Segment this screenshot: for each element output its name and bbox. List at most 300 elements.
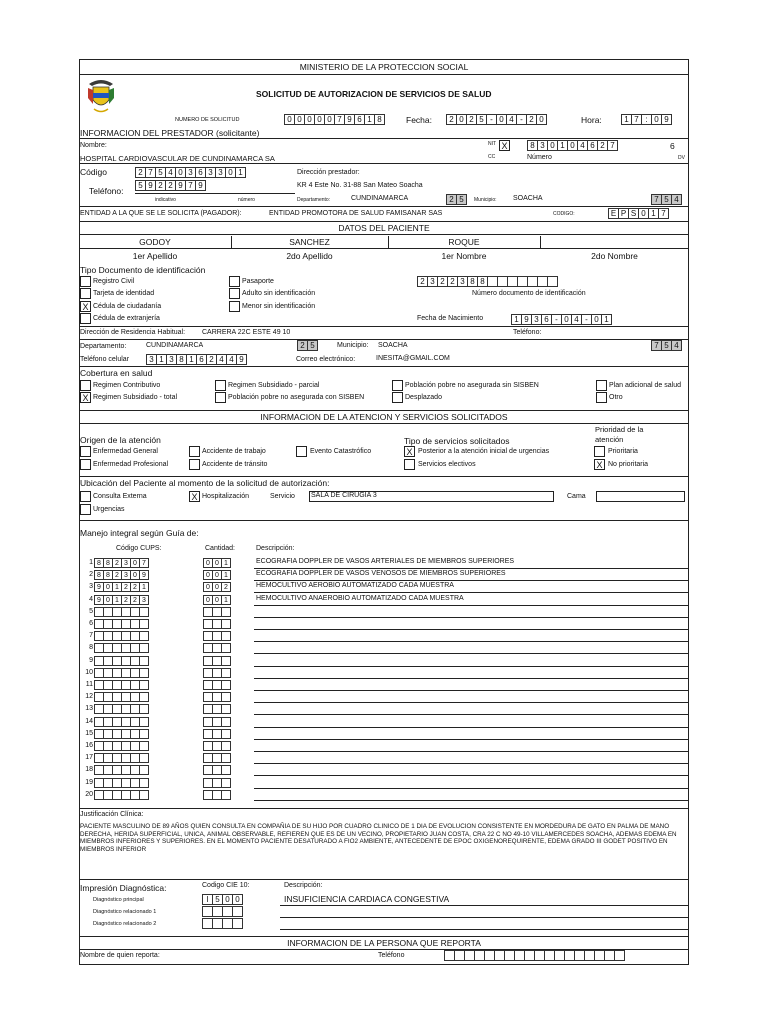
service-electivos-checkbox[interactable]: [404, 459, 415, 470]
provider-phone-cells[interactable]: [135, 180, 205, 191]
diagnosis-desc: INSUFICIENCIA CARDIACA CONGESTIVA: [284, 894, 450, 904]
quantity-cells[interactable]: [203, 790, 230, 800]
digit-cell: 2: [206, 354, 217, 365]
related1-label: Diagnóstico relacionado 1: [93, 909, 157, 915]
cie-code-cells[interactable]: [202, 894, 242, 905]
digit-cell: 5: [155, 167, 166, 178]
doc-pasaporte-checkbox[interactable]: [229, 276, 240, 287]
coverage-otro-label: Otro: [609, 394, 623, 401]
digit-cell: 8: [103, 558, 113, 568]
location-hospitalizacion-checkbox[interactable]: X: [189, 491, 200, 502]
digit-cell: 0: [103, 582, 113, 592]
digit-cell: 2: [135, 167, 146, 178]
provider-id-cells[interactable]: [527, 140, 617, 151]
nit-checkbox[interactable]: X: [499, 140, 510, 151]
address-label: Dirección prestador:: [297, 169, 360, 176]
digit-cell: 6: [195, 167, 206, 178]
digit-cell: 2: [112, 558, 122, 568]
cc-label: CC: [488, 154, 496, 160]
digit-cell: -: [486, 114, 497, 125]
digit-cell: 0: [225, 167, 236, 178]
date-cells[interactable]: [446, 114, 546, 125]
origin-title: Origen de la atención: [80, 435, 161, 445]
digit-cell: 8: [103, 570, 113, 580]
cups-code-cells[interactable]: [94, 765, 148, 775]
cups-code-cells[interactable]: [94, 643, 148, 653]
reporter-phone-label: Teléfono: [378, 952, 405, 959]
description-line: [254, 727, 688, 728]
description-line: [254, 617, 688, 618]
digit-cell: [139, 741, 149, 751]
digit-cell: 3: [121, 570, 131, 580]
digit-cell: 2: [112, 570, 122, 580]
row-number: 8: [89, 644, 93, 652]
bed-field[interactable]: [596, 491, 685, 502]
row-number: 17: [85, 754, 93, 762]
municipality-label: Municipio:: [474, 197, 497, 203]
cups-code-cells[interactable]: [94, 558, 148, 568]
provider-municipality: SOACHA: [513, 195, 543, 202]
department-label: Departamento:: [297, 197, 331, 203]
quantity-cells[interactable]: [203, 680, 230, 690]
digit-cell: [221, 790, 231, 800]
cups-code-cells[interactable]: [94, 595, 148, 605]
justification-text: PACIENTE MASCULINO DE 89 AÑOS QUIEN CONSULTA EN COMPAÑIA DE SU HIJO POR CUADRO CLINICO DE 1 DIA DE EVOLUCION CONSISTENTE EN MORDEDURA DE GATO EN PALMA DE MANO DERECHA, HERIDA SUPERFICIAL, UNICA, ANIMAL OBSERVABLE, REFIEREN QUE ES DE UN VECINO, PROPIETARIO JUAN COSTA, CRA 22 C NO 49-10 VILLAMERCEDES SOACHA, ADEMAS EDEMA EN MIEMBROS INFERIORES Y SUPERIORES. EN EL MOMENTO PACIENTE DESATURADO A FIO2 AMBIENTE, ANTECEDENTE DE EPOC OXIGENOREQUIRENTE, EDEMA GRADO III GODET POSITIVO EN MIEMBROS INFERIOR: [80, 823, 677, 853]
quantity-cells[interactable]: [203, 668, 230, 678]
row-number: 14: [85, 717, 93, 725]
quantity-cells[interactable]: [203, 729, 230, 739]
digit-cell: 1: [601, 314, 612, 325]
first-name-2-label: 2do Nombre: [591, 251, 638, 261]
doc-cedula-checkbox[interactable]: X: [80, 301, 91, 312]
description-line: [254, 678, 688, 679]
cups-code-cells[interactable]: [94, 717, 148, 727]
digit-cell: 9: [94, 582, 104, 592]
divider: [79, 138, 689, 139]
doc-adulto-checkbox[interactable]: [229, 288, 240, 299]
origin-transito-label: Accidente de tránsito: [202, 461, 268, 468]
row-number: 11: [85, 681, 93, 688]
digit-cell: 3: [185, 167, 196, 178]
digit-cell: 3: [139, 595, 149, 605]
digit-cell: 8: [176, 354, 187, 365]
digit-cell: 7: [185, 180, 196, 191]
digit-cell: [221, 717, 231, 727]
digit-cell: 0: [212, 558, 222, 568]
digit-cell: 1: [139, 582, 149, 592]
digit-cell: 4: [226, 354, 237, 365]
digit-cell: 9: [139, 570, 149, 580]
digit-cell: 4: [671, 194, 682, 205]
digit-cell: 1: [112, 595, 122, 605]
doc-registro-civil-label: Registro Civil: [93, 278, 135, 285]
payer-code-label: CODIGO:: [553, 211, 575, 217]
cups-code-cells[interactable]: [94, 729, 148, 739]
cie-label: Codigo CIE 10:: [202, 882, 250, 889]
origin-profesional-checkbox[interactable]: [80, 459, 91, 470]
cups-code-cells[interactable]: [94, 704, 148, 714]
digit-cell: 5: [456, 194, 467, 205]
quantity-cells[interactable]: [203, 717, 230, 727]
digit-cell: 9: [521, 314, 532, 325]
divider: [79, 476, 689, 477]
quantity-cells[interactable]: [203, 741, 230, 751]
doc-extranjeria-checkbox[interactable]: [80, 313, 91, 324]
digit-cell: [139, 778, 149, 788]
cups-code-cells[interactable]: [94, 619, 148, 629]
digit-cell: [139, 680, 149, 690]
digit-cell: [139, 729, 149, 739]
ministry-title: MINISTERIO DE LA PROTECCION SOCIAL: [299, 62, 469, 72]
quantity-cells[interactable]: [203, 692, 230, 702]
numero-small-label: número: [238, 197, 255, 203]
last-name-2: SANCHEZ: [289, 237, 330, 247]
digit-cell: 3: [457, 276, 468, 287]
indicativo-label: indicativo: [155, 197, 176, 203]
digit-cell: 2: [526, 114, 537, 125]
digit-cell: S: [628, 208, 639, 219]
quantity-cells[interactable]: [203, 704, 230, 714]
nit-label: NIT: [488, 141, 497, 147]
divider: [79, 879, 689, 880]
priority-title: Prioridad de la atención: [595, 425, 644, 444]
quantity-cells[interactable]: [203, 753, 230, 763]
row-number: 2: [89, 571, 93, 579]
cups-code-cells[interactable]: [94, 656, 148, 666]
cups-code-cells[interactable]: [94, 631, 148, 641]
digit-cell: 0: [130, 570, 140, 580]
divider: [79, 339, 689, 340]
coverage-sin-sisben-checkbox[interactable]: [392, 380, 403, 391]
row-number: 13: [85, 705, 93, 713]
digit-cell: 9: [175, 180, 186, 191]
quantity-cells[interactable]: [203, 656, 230, 666]
provider-section-title: INFORMACION DEL PRESTADOR (solicitante): [80, 128, 260, 138]
quantity-cells[interactable]: [203, 631, 230, 641]
digit-cell: 1: [364, 114, 375, 125]
cie-related1-cells[interactable]: [202, 906, 242, 917]
location-consulta-checkbox[interactable]: [80, 491, 91, 502]
coverage-otro-checkbox[interactable]: [596, 392, 607, 403]
digit-cell: [221, 631, 231, 641]
doc-registro-civil-checkbox[interactable]: [80, 276, 91, 287]
coverage-contributivo-checkbox[interactable]: [80, 380, 91, 391]
bed-label: Cama: [567, 493, 586, 500]
digit-cell: I: [202, 894, 213, 905]
provider-department-code[interactable]: [446, 194, 466, 205]
digit-cell: [139, 753, 149, 763]
digit-cell: 0: [130, 558, 140, 568]
diagnosis-title: Impresión Diagnóstica:: [80, 883, 167, 893]
digit-cell: 0: [203, 570, 213, 580]
origin-general-checkbox[interactable]: [80, 446, 91, 457]
digit-cell: 1: [112, 582, 122, 592]
coverage-subsidiado-parcial-label: Regimen Subsidiado - parcial: [228, 382, 320, 389]
divider: [540, 236, 541, 248]
row-number: 5: [89, 607, 93, 615]
location-hospitalizacion-label: Hospitalización: [202, 493, 250, 500]
digit-cell: 0: [103, 595, 113, 605]
digit-cell: 2: [130, 595, 140, 605]
origin-trabajo-label: Accidente de trabajo: [202, 448, 266, 455]
service-posterior-label: Posterior a la atención inicial de urgencias: [418, 448, 550, 455]
cell-cells[interactable]: [146, 354, 246, 365]
cups-code-cells[interactable]: [94, 680, 148, 690]
origin-general-label: Enfermedad General: [93, 448, 158, 455]
digit-cell: [232, 906, 243, 917]
codigo-label: Código: [80, 167, 107, 177]
origin-trabajo-checkbox[interactable]: [189, 446, 200, 457]
origin-transito-checkbox[interactable]: [189, 459, 200, 470]
provider-address: KR 4 Este No. 31-88 San Mateo Soacha: [297, 182, 423, 189]
digit-cell: 0: [651, 114, 662, 125]
digit-cell: 9: [236, 354, 247, 365]
divider: [280, 917, 688, 918]
digit-cell: [221, 704, 231, 714]
divider: [79, 234, 689, 235]
reporter-section-title: INFORMACION DE LA PERSONA QUE REPORTA: [287, 938, 481, 948]
digit-cell: 8: [94, 558, 104, 568]
digit-cell: 3: [537, 140, 548, 151]
description-line: [254, 629, 688, 630]
service-posterior-checkbox[interactable]: X: [404, 446, 415, 457]
digit-cell: 7: [658, 208, 669, 219]
quantity-cells[interactable]: [203, 607, 230, 617]
patient-phone-label: Teléfono:: [513, 329, 542, 336]
last-name-2-label: 2do Apellido: [286, 251, 333, 261]
management-title: Manejo integral según Guía de:: [80, 528, 199, 538]
digit-cell: 6: [196, 354, 207, 365]
divider: [79, 206, 689, 207]
digit-cell: 0: [222, 894, 233, 905]
cups-code-cells[interactable]: [94, 753, 148, 763]
digit-cell: 1: [221, 558, 231, 568]
justification-label: Justificación Clínica:: [80, 811, 144, 818]
service-electivos-label: Servicios electivos: [418, 461, 476, 468]
coverage-con-sisben-checkbox[interactable]: [215, 392, 226, 403]
email-label: Correo electrónico:: [296, 356, 356, 363]
origin-catastrofico-checkbox[interactable]: [296, 446, 307, 457]
request-number-cells[interactable]: [284, 114, 384, 125]
principal-label: Diagnóstico principal: [93, 897, 144, 903]
digit-cell: 5: [476, 114, 487, 125]
digit-cell: [221, 741, 231, 751]
priority-prioritaria-label: Prioritaria: [608, 448, 638, 455]
digit-cell: 4: [571, 314, 582, 325]
cups-code-cells[interactable]: [94, 790, 148, 800]
procedure-description: ECOGRAFIA DOPPLER DE VASOS ARTERIALES DE MIEMBROS SUPERIORES: [256, 558, 515, 565]
cups-code-cells[interactable]: [94, 607, 148, 617]
reporter-name-label: Nombre de quien reporta:: [80, 952, 160, 959]
quantity-cells[interactable]: [203, 582, 230, 592]
coverage-subsidiado-parcial-checkbox[interactable]: [215, 380, 226, 391]
row-number: 18: [85, 766, 93, 774]
digit-cell: [139, 692, 149, 702]
quantity-cells[interactable]: [203, 619, 230, 629]
location-urgencias-checkbox[interactable]: [80, 504, 91, 515]
location-consulta-label: Consulta Externa: [93, 493, 147, 500]
digit-cell: 8: [94, 570, 104, 580]
divider: [388, 236, 389, 248]
digit-cell: 0: [212, 595, 222, 605]
row-number: 3: [89, 583, 93, 591]
digit-cell: [221, 692, 231, 702]
coverage-desplazado-label: Desplazado: [405, 394, 442, 401]
digit-cell: [139, 790, 149, 800]
procedure-description: HEMOCULTIVO AEROBIO AUTOMATIZADO CADA MUESTRA: [256, 582, 454, 590]
quantity-cells[interactable]: [203, 595, 230, 605]
digit-cell: -: [581, 314, 592, 325]
digit-cell: 0: [203, 582, 213, 592]
cups-code-cells[interactable]: [94, 570, 148, 580]
digit-cell: 1: [156, 354, 167, 365]
digit-cell: 9: [195, 180, 206, 191]
digit-cell: 3: [121, 558, 131, 568]
doc-tarjeta-checkbox[interactable]: [80, 288, 91, 299]
description-line: [254, 641, 688, 642]
row-number: 12: [85, 693, 93, 701]
divider: [79, 326, 689, 327]
row-number: 6: [89, 620, 93, 627]
row-number: 7: [89, 632, 93, 640]
digit-cell: 0: [536, 114, 547, 125]
cups-code-cells[interactable]: [94, 668, 148, 678]
description-line: [254, 763, 688, 764]
digit-cell: P: [618, 208, 629, 219]
digit-cell: 0: [232, 894, 243, 905]
last-name-1-label: 1er Apellido: [132, 251, 178, 261]
priority-no-prioritaria-checkbox[interactable]: X: [594, 459, 605, 470]
digit-cell: 0: [203, 595, 213, 605]
provider-municipality-code[interactable]: [651, 194, 681, 205]
last-name-1: GODOY: [139, 237, 171, 247]
coverage-con-sisben-label: Población pobre no asegurada con SISBEN: [228, 394, 365, 401]
coverage-subsidiado-total-checkbox[interactable]: X: [80, 392, 91, 403]
cie-related2-cells[interactable]: [202, 918, 242, 929]
quantity-cells[interactable]: [203, 778, 230, 788]
cups-code-cells[interactable]: [94, 692, 148, 702]
digit-cell: 3: [215, 167, 226, 178]
digit-cell: 1: [557, 140, 568, 151]
provider-name-label: Nombre:: [80, 142, 107, 149]
email: INESITA@GMAIL.COM: [376, 355, 450, 362]
coverage-plan-adicional-label: Plan adicional de salud: [609, 382, 681, 389]
priority-prioritaria-checkbox[interactable]: [594, 446, 605, 457]
divider: [79, 936, 689, 937]
digit-cell: [139, 765, 149, 775]
digit-cell: [139, 643, 149, 653]
digit-cell: 3: [146, 354, 157, 365]
description-line: [254, 702, 688, 703]
digit-cell: 2: [597, 140, 608, 151]
phone-label: Teléfono:: [89, 186, 124, 196]
doc-number-cells[interactable]: [417, 276, 557, 287]
cups-code-cells[interactable]: [94, 582, 148, 592]
cups-code-cells[interactable]: [94, 778, 148, 788]
digit-cell: 4: [671, 340, 682, 351]
coverage-contributivo-label: Regimen Contributivo: [93, 382, 161, 389]
digit-cell: 4: [506, 114, 517, 125]
digit-cell: -: [551, 314, 562, 325]
digit-cell: 4: [577, 140, 588, 151]
patient-municipality-code[interactable]: [651, 340, 681, 351]
digit-cell: 2: [121, 582, 131, 592]
provider-codigo-cells[interactable]: [135, 167, 245, 178]
birth-cells[interactable]: [511, 314, 611, 325]
reporter-phone-cells[interactable]: [444, 950, 624, 961]
diagnosis-desc-label: Descripción:: [284, 882, 323, 889]
digit-cell: 0: [294, 114, 305, 125]
digit-cell: 1: [221, 570, 231, 580]
digit-cell: 9: [94, 595, 104, 605]
quantity-cells[interactable]: [203, 570, 230, 580]
description-line: [254, 605, 688, 606]
digit-cell: 2: [130, 582, 140, 592]
patient-department-code[interactable]: [297, 340, 317, 351]
doc-tarjeta-label: Tarjeta de identidad: [93, 290, 155, 297]
digit-cell: 3: [427, 276, 438, 287]
qty-label: Cantidad:: [205, 545, 235, 552]
digit-cell: [139, 631, 149, 641]
digit-cell: 9: [145, 180, 156, 191]
cups-code-cells[interactable]: [94, 741, 148, 751]
coverage-sin-sisben-label: Población pobre no asegurada sin SISBEN: [405, 382, 539, 389]
coverage-desplazado-checkbox[interactable]: [392, 392, 403, 403]
digit-cell: 4: [216, 354, 227, 365]
description-line: [254, 690, 688, 691]
digit-cell: 0: [638, 208, 649, 219]
digit-cell: 6: [541, 314, 552, 325]
digit-cell: 2: [437, 276, 448, 287]
row-number: 16: [85, 742, 93, 749]
quantity-cells[interactable]: [203, 765, 230, 775]
attention-section-title: INFORMACION DE LA ATENCION Y SERVICIOS SOLICITADOS: [260, 412, 508, 422]
row-number: 10: [85, 668, 93, 676]
procedure-description: ECOGRAFIA DOPPLER DE VASOS VENOSOS DE MIEMBROS SUPERIORES: [256, 570, 506, 578]
hour-cells[interactable]: [621, 114, 671, 125]
doc-type-title: Tipo Documento de identificación: [80, 265, 206, 275]
digit-cell: 0: [456, 114, 467, 125]
divider: [231, 236, 232, 248]
digit-cell: 2: [417, 276, 428, 287]
related2-label: Diagnóstico relacionado 2: [93, 921, 157, 927]
digit-cell: [221, 753, 231, 763]
digit-cell: 8: [374, 114, 385, 125]
procedure-description: HEMOCULTIVO ANAEROBIO AUTOMATIZADO CADA MUESTRA: [256, 594, 464, 602]
quantity-cells[interactable]: [203, 558, 230, 568]
description-line: [254, 800, 688, 801]
digit-cell: 7: [651, 340, 662, 351]
doc-menor-checkbox[interactable]: [229, 301, 240, 312]
description-line: [254, 568, 688, 569]
row-number: 19: [85, 778, 93, 786]
digit-cell: 6: [354, 114, 365, 125]
service-value: SALA DE CIRUGIA 3: [311, 492, 377, 499]
digit-cell: 2: [165, 180, 176, 191]
quantity-cells[interactable]: [203, 643, 230, 653]
digit-cell: [614, 950, 625, 961]
digit-cell: [232, 918, 243, 929]
digit-cell: 2: [446, 114, 457, 125]
service-label: Servicio: [270, 493, 295, 500]
digit-cell: 1: [235, 167, 246, 178]
payer-code-cells[interactable]: [608, 208, 668, 219]
digit-cell: 2: [221, 582, 231, 592]
divider: [280, 929, 688, 930]
digit-cell: 7: [631, 114, 642, 125]
row-number: 15: [85, 729, 93, 737]
coverage-plan-adicional-checkbox[interactable]: [596, 380, 607, 391]
